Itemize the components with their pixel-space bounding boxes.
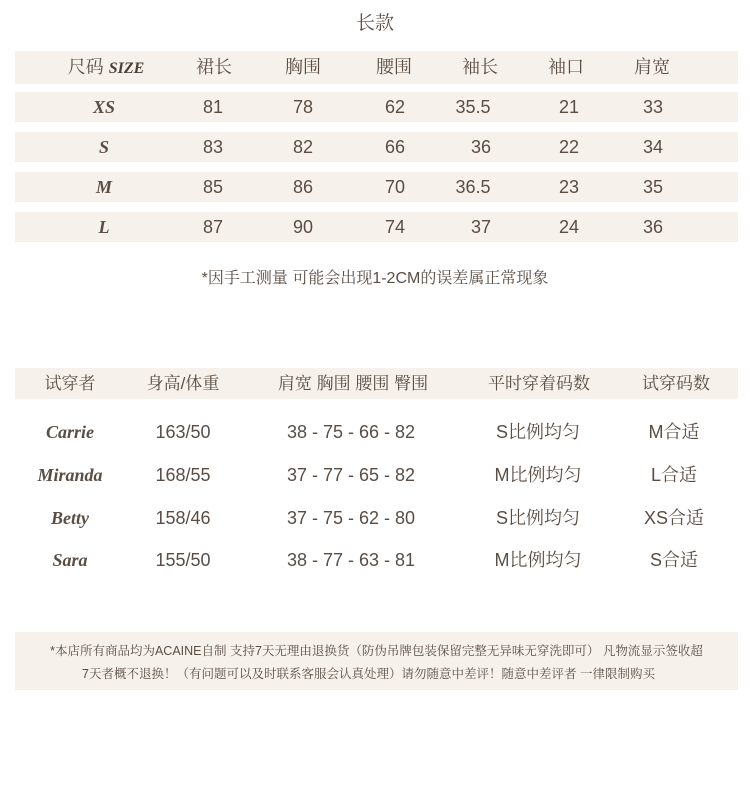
height-weight-cell: 155/50 (155, 550, 211, 570)
value-cell: 36.5 (455, 177, 491, 197)
header-tester: 试穿者 (44, 374, 96, 393)
measurements-cell: 37 - 75 - 62 - 80 (286, 508, 416, 528)
header-bust: 胸围 (285, 57, 321, 77)
page-title: 长款 (355, 13, 394, 34)
value-cell: 85 (202, 177, 224, 197)
size-cell: M (95, 177, 113, 197)
value-cell: 86 (292, 177, 314, 197)
usual-size-cell: S比例均匀 (495, 422, 581, 442)
value-cell: 87 (202, 217, 224, 237)
height-weight-cell: 168/55 (155, 465, 211, 485)
value-cell: 35 (642, 177, 664, 197)
height-weight-cell: 158/46 (155, 508, 211, 528)
value-cell: 35.5 (455, 97, 491, 117)
usual-size-cell: S比例均匀 (495, 508, 581, 528)
tester-name: Sara (52, 550, 88, 570)
value-cell: 62 (384, 97, 406, 117)
try-on-row (15, 545, 738, 575)
header-sleeve-length: 袖长 (462, 57, 498, 77)
value-cell: 22 (558, 137, 580, 157)
header-usual-size: 平时穿着码数 (488, 374, 590, 393)
header-height-weight: 身高/体重 (146, 374, 220, 393)
value-cell: 23 (558, 177, 580, 197)
try-on-row (15, 417, 738, 447)
tester-name: Betty (51, 508, 89, 528)
try-size-cell: XS合适 (643, 508, 705, 528)
tester-name: Carrie (45, 422, 95, 442)
value-cell: 37 (470, 217, 492, 237)
size-column-header (68, 51, 145, 85)
size-label: 尺码 (67, 57, 104, 77)
header-shoulder: 肩宽 (634, 57, 670, 77)
value-cell: 82 (292, 137, 314, 157)
try-size-cell: L合适 (650, 465, 698, 485)
policy-line-2: 7天者概不退换！（有问题可以及时联系客服会认真处理）请勿随意中差评！随意中差评者 一律限制购买 (82, 667, 655, 681)
size-cell: S (98, 137, 110, 157)
header-measurements: 肩宽 胸围 腰围 臀围 (277, 374, 429, 393)
height-weight-cell: 163/50 (155, 422, 211, 442)
try-on-table-header (15, 368, 738, 399)
value-cell: 83 (202, 137, 224, 157)
value-cell: 21 (558, 97, 580, 117)
value-cell: 36 (642, 217, 664, 237)
size-row (15, 92, 738, 122)
size-row (15, 172, 738, 202)
try-on-row (15, 503, 738, 533)
value-cell: 24 (558, 217, 580, 237)
try-on-row (15, 460, 738, 490)
measurements-cell: 37 - 77 - 65 - 82 (286, 465, 416, 485)
usual-size-cell: M比例均匀 (494, 550, 582, 570)
header-cuff: 袖口 (548, 57, 584, 77)
tester-name: Miranda (37, 465, 103, 485)
store-policy-notice (15, 632, 738, 690)
value-cell: 36 (470, 137, 492, 157)
try-size-cell: M合适 (648, 422, 700, 442)
measurement-note: *因手工测量 可能会出现1-2CM的误差属正常现象 (201, 270, 549, 287)
measurements-cell: 38 - 77 - 63 - 81 (286, 550, 416, 570)
value-cell: 33 (642, 97, 664, 117)
size-row (15, 212, 738, 242)
size-cell: XS (92, 97, 116, 117)
value-cell: 66 (384, 137, 406, 157)
size-row (15, 132, 738, 162)
value-cell: 90 (292, 217, 314, 237)
size-word: SIZE (108, 60, 145, 77)
value-cell: 70 (384, 177, 406, 197)
size-cell: L (98, 217, 110, 237)
value-cell: 81 (202, 97, 224, 117)
value-cell: 34 (642, 137, 664, 157)
measurements-cell: 38 - 75 - 66 - 82 (286, 422, 416, 442)
value-cell: 78 (292, 97, 314, 117)
value-cell: 74 (384, 217, 406, 237)
usual-size-cell: M比例均匀 (494, 465, 582, 485)
try-size-cell: S合适 (649, 550, 699, 570)
header-waist: 腰围 (376, 57, 412, 77)
header-try-size: 试穿码数 (642, 374, 710, 393)
policy-line-1: *本店所有商品均为ACAINE自制 支持7天无理由退换货（防伪吊牌包装保留完整无异味无穿洗即可） 凡物流显示签收超 (50, 644, 703, 658)
size-table-header (15, 51, 738, 84)
header-dress-length: 裙长 (196, 57, 232, 77)
